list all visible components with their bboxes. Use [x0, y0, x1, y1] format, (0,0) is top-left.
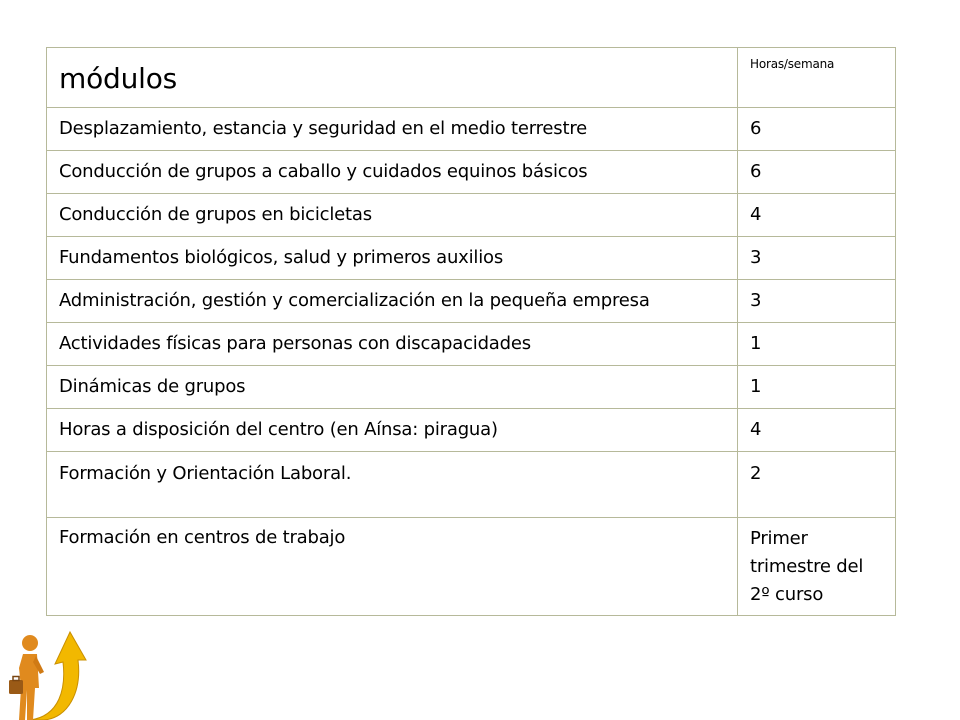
modules-column-title: módulos [47, 48, 738, 108]
modules-table [46, 47, 896, 616]
module-hours: 1 [738, 366, 896, 409]
module-name: Formación en centros de trabajo [47, 518, 738, 616]
module-name: Horas a disposición del centro (en Aínsa: piragua) [47, 409, 738, 452]
figure-head [22, 635, 38, 651]
module-name: Administración, gestión y comercialización en la pequeña empresa [47, 280, 738, 323]
businessman-rising-arrow-icon [0, 628, 92, 720]
table-row [47, 151, 896, 194]
module-name: Desplazamiento, estancia y seguridad en el medio terrestre [47, 108, 738, 151]
hours-column-title: Horas/semana [738, 48, 896, 108]
module-name: Actividades físicas para personas con discapacidades [47, 323, 738, 366]
module-hours: 2 [738, 452, 896, 518]
table-row [47, 518, 896, 616]
module-name: Fundamentos biológicos, salud y primeros auxilios [47, 237, 738, 280]
table-row [47, 280, 896, 323]
module-hours: 3 [738, 280, 896, 323]
rising-arrow-shape [30, 632, 86, 720]
table-row [47, 323, 896, 366]
module-hours: 1 [738, 323, 896, 366]
briefcase-handle [13, 677, 19, 681]
module-hours: 4 [738, 409, 896, 452]
table-row [47, 237, 896, 280]
module-name: Conducción de grupos a caballo y cuidados equinos básicos [47, 151, 738, 194]
module-hours: Primer trimestre del 2º curso [738, 518, 896, 616]
module-hours: 4 [738, 194, 896, 237]
module-name: Conducción de grupos en bicicletas [47, 194, 738, 237]
table-row [47, 452, 896, 518]
table-row [47, 108, 896, 151]
table-header-row [47, 48, 896, 108]
table-row [47, 194, 896, 237]
table-row [47, 366, 896, 409]
module-hours: 6 [738, 151, 896, 194]
table-row [47, 409, 896, 452]
module-hours: 3 [738, 237, 896, 280]
module-hours: 6 [738, 108, 896, 151]
module-name: Dinámicas de grupos [47, 366, 738, 409]
briefcase [9, 680, 23, 694]
module-name: Formación y Orientación Laboral. [47, 452, 738, 518]
